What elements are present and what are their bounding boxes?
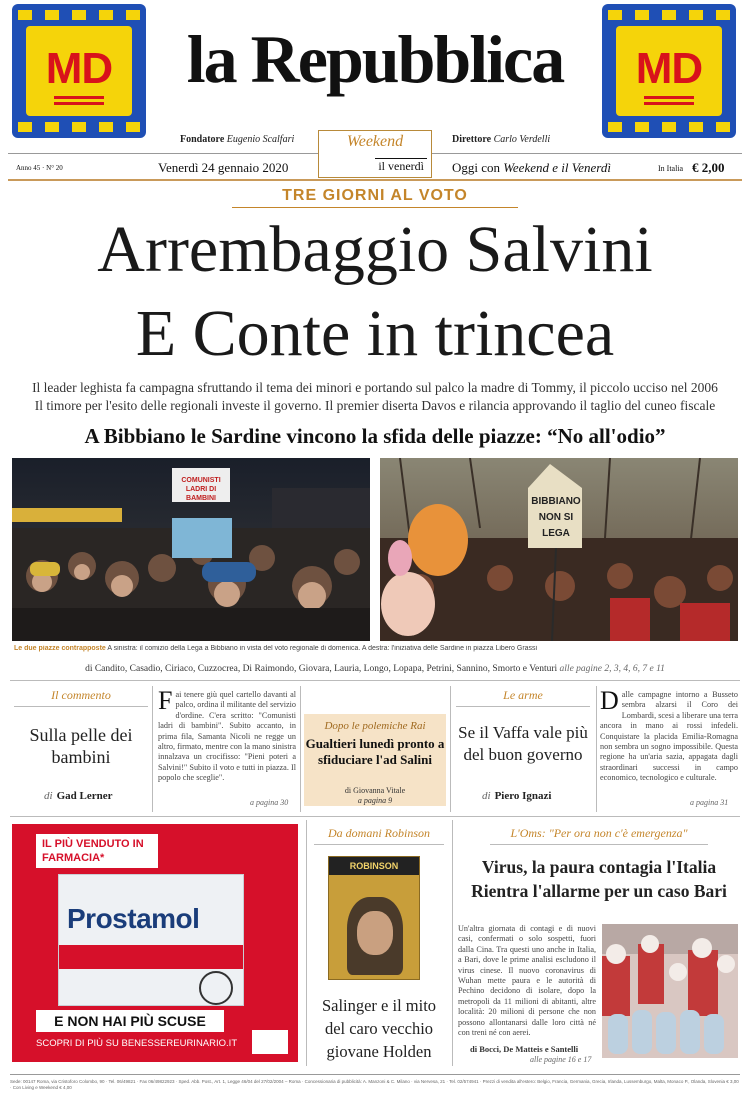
- issue-date: Venerdì 24 gennaio 2020: [158, 160, 289, 175]
- virus-photo-image: [602, 924, 738, 1058]
- arme-title[interactable]: Se il Vaffa vale più del buon governo: [458, 723, 588, 764]
- commento-page-link[interactable]: a pagina 30: [250, 798, 289, 807]
- virus-bylines-names: di Bocci, De Matteis e Santelli: [470, 1044, 579, 1054]
- masthead-title[interactable]: la Repubblica: [186, 21, 564, 97]
- md-ad-logo-left[interactable]: [12, 4, 146, 138]
- ad-url[interactable]: SCOPRI DI PIÙ SU BENESSEREURINARIO.IT: [36, 1038, 238, 1049]
- column-rule: [306, 820, 307, 1066]
- column-rule: [452, 820, 453, 1066]
- label-rule: [490, 844, 708, 845]
- weekend-label: Weekend: [346, 133, 404, 150]
- md-ad-logo-right[interactable]: [602, 4, 736, 138]
- commento-label: Il commento: [51, 688, 111, 702]
- director-label: Direttore: [452, 134, 492, 145]
- weekend-supplement-box[interactable]: [318, 130, 432, 178]
- arme-author: [482, 790, 552, 802]
- commento-author: [44, 790, 112, 802]
- arme-author-prefix: di: [482, 790, 491, 802]
- polemiche-title[interactable]: Gualtieri lunedì pronto a sfiduciare l'ad Salini: [305, 736, 445, 767]
- photo-sardine-rally[interactable]: [380, 458, 738, 641]
- virus-title-2[interactable]: Rientra l'allarme per un caso Bari: [471, 881, 727, 901]
- label-rule: [456, 706, 590, 707]
- commento-author-name: Gad Lerner: [56, 790, 113, 802]
- director-line: [452, 134, 550, 145]
- lead-subhead[interactable]: A Bibbiano le Sardine vincono la sfida delle piazze: “No all'odio”: [84, 424, 666, 448]
- founder-label: Fondatore: [180, 134, 225, 145]
- ad-maker-logo: [252, 1030, 288, 1054]
- arme-body-text: alle campagne intorno a Busseto sembra alzarsi il Coro dei Lombardi, scesi a liberare una terra ancora in mano ai rossi infedeli. Conquistare la placida Emilia-Romagna non sembra un sogno impossibile. Questa regione ha un'aria sazia, appagata dagli straordinari successi in campo economico, tecnologico e culturale.: [600, 690, 738, 783]
- venerdi-label: il venerdì: [375, 158, 427, 174]
- md-logo-text: MD: [635, 44, 703, 93]
- section-divider: [10, 816, 740, 817]
- label-rule: [314, 844, 444, 845]
- lead-headline-line-1[interactable]: Arrembaggio Salvini: [97, 213, 653, 286]
- ad-box-band: [59, 945, 243, 969]
- section-divider: [10, 680, 740, 681]
- column-rule: [450, 686, 451, 812]
- virus-pages[interactable]: alle pagine 16 e 17: [530, 1055, 592, 1064]
- column-rule: [300, 686, 301, 812]
- commento-dropcap: F: [158, 690, 173, 715]
- today-supplements: [452, 160, 611, 176]
- virus-photo[interactable]: [602, 924, 738, 1058]
- lead-kicker: TRE GIORNI AL VOTO: [282, 187, 468, 204]
- lead-headline-line-2[interactable]: E Conte in trincea: [135, 297, 615, 370]
- ad-brand: Prostamol: [67, 903, 200, 934]
- arme-label: Le arme: [503, 688, 543, 702]
- caption-lead: Le due piazze contrapposte: [14, 645, 106, 652]
- svg-text:LADRI DI: LADRI DI: [185, 486, 217, 493]
- photo-sardine-rally-image: [380, 458, 738, 641]
- prostamol-ad[interactable]: [12, 824, 298, 1062]
- price-country: In Italia: [658, 164, 684, 173]
- polemiche-page[interactable]: a pagina 9: [357, 796, 393, 805]
- md-logo-text: MD: [45, 44, 113, 93]
- ad-product-box: [58, 874, 244, 1006]
- ad-tagline: E NON HAI PIÙ SCUSE: [36, 1010, 224, 1032]
- ad-seal-icon: [199, 971, 233, 1005]
- label-rule: [14, 706, 148, 707]
- footer-text: Sede: 00147 Roma, via Cristoforo Colombo, 90 · Tel. 06/49821 · Fax 06/49822923 · Sped. Abb. Post., Art. 1, Legge 46/04 del 27/02/2004 – Roma · Concessionaria di pubblicità: A. Manzoni & C. Milano · via Nervesa, 21 · Tel. 02/574941 · Prezzi di vendita all'estero: Belgio, Francia, Germania, Grecia, Irlanda, Lussemburgo, Malta, Monaco P., Olanda, Slovenia € 3,00 · Con Living e Weekend € 4,00: [10, 1079, 739, 1090]
- caption-text: A sinistra: il comizio della Lega a Bibbiano in vista del voto regionale di domenica. A destra: l'iniziativa delle Sardine in piazza Libero Grassi: [107, 645, 538, 652]
- kicker-rule: [232, 207, 518, 208]
- svg-text:BAMBINI: BAMBINI: [186, 495, 216, 502]
- virus-body: Un'altra giornata di contagi e di nuovi casi, confermati o solo sospetti, fuori dalla Cina. Tra questi uno anche in Italia, a Bari, dove le prime analisi escludono il virus cinese. Il nuovo coronavirus di Wuhan mette paura e le autorità di Pechino decidono di isolare, dopo la metropoli da 11 milioni di abitanti, altre località: 20 milioni di persone che non possono allontanarsi dalle loro città né con treni né con aerei.: [458, 924, 596, 1038]
- svg-text:COMUNISTI: COMUNISTI: [181, 477, 221, 484]
- robinson-cover[interactable]: [328, 856, 420, 980]
- robinson-label: Da domani Robinson: [328, 826, 430, 840]
- polemiche-author: di Giovanna Vitale: [344, 786, 406, 795]
- ad-flag: IL PIÙ VENDUTO IN FARMACIA*: [36, 834, 158, 868]
- arme-body: [600, 690, 738, 794]
- commento-title[interactable]: Sulla pelle dei bambini: [29, 725, 133, 767]
- arme-author-name: Piero Ignazi: [494, 790, 552, 802]
- robinson-cover-title: ROBINSON: [329, 857, 419, 875]
- founder-name: Eugenio Scalfari: [226, 134, 295, 145]
- footer-imprint: [10, 1074, 740, 1104]
- virus-bylines: [470, 1044, 578, 1054]
- lead-bylines-names: di Candito, Casadio, Ciriaco, Cuzzocrea, Di Raimondo, Giovara, Lauria, Longo, Lopapa, Petrini, Sannino, Smorto e Venturi: [85, 664, 558, 674]
- photo-lega-rally-image: [12, 458, 370, 641]
- column-rule: [152, 686, 153, 812]
- virus-title-1[interactable]: Virus, la paura contagia l'Italia: [481, 857, 717, 877]
- lead-summary-2: Il timore per l'esito delle regionali investe il governo. Il premier diserta Davos e rilancia approvando il taglio del cuneo fiscale: [34, 398, 716, 413]
- lead-bylines: [0, 664, 750, 674]
- founder-line: [180, 134, 294, 145]
- lead-bylines-pages: alle pagine 2, 3, 4, 6, 7 e 11: [559, 664, 665, 674]
- commento-body-text: ai tenere giù quel cartello davanti al palco, ordina il militante del servizio d'ordine. C'era scritto: "Comunisti ladri di bambini". Subito accanto, in prima fila, Samanta Nicoli ne regge un altro, firmato, mentre con la mano sinistra innalzava un crocifisso: "Pieni poteri a Salvini!" Subito il voto e tutti in piazza. Il popolo che sceglie".: [158, 690, 296, 783]
- photo-lega-rally[interactable]: [12, 458, 370, 641]
- photo-caption: [14, 645, 736, 652]
- arme-dropcap: D: [600, 690, 619, 715]
- price: € 2,00: [692, 160, 725, 175]
- today-items: Weekend e il Venerdì: [503, 160, 611, 175]
- polemiche-label: Dopo le polemiche Rai: [324, 720, 426, 732]
- svg-text:LEGA: LEGA: [542, 528, 570, 539]
- director-name: Carlo Verdelli: [493, 134, 551, 145]
- salinger-portrait: [347, 897, 403, 975]
- column-rule: [596, 686, 597, 812]
- commento-body: [158, 690, 296, 794]
- lead-summary-1: Il leader leghista fa campagna sfruttando il tema dei minori e portando sul palco la madre di Tommy, il piccolo ucciso nel 2006: [32, 380, 718, 395]
- issue-number: Anno 45 · N° 20: [16, 164, 63, 172]
- commento-author-prefix: di: [44, 790, 53, 802]
- today-prefix: Oggi con: [452, 160, 504, 175]
- svg-text:BIBBIANO: BIBBIANO: [531, 496, 581, 507]
- robinson-title[interactable]: Salinger e il mito del caro vecchio giovane Holden: [321, 996, 437, 1061]
- virus-label: L'Oms: "Per ora non c'è emergenza": [510, 826, 688, 840]
- polemiche-box[interactable]: [304, 714, 446, 806]
- arme-page-link[interactable]: a pagina 31: [690, 798, 729, 807]
- svg-text:NON SI: NON SI: [538, 512, 574, 523]
